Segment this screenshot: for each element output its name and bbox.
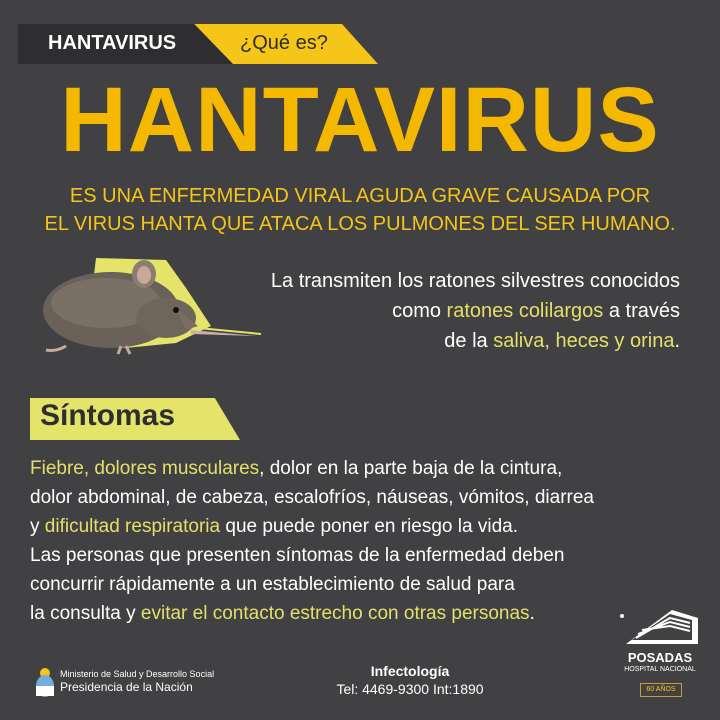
symptoms-heading: Síntomas (40, 399, 176, 432)
text-span: . (529, 603, 535, 624)
definition-line-1: ES UNA ENFERMEDAD VIRAL AGUDA GRAVE CAUSADA POR (69, 185, 651, 207)
hospital-name: POSADAS (627, 650, 693, 665)
phone-number: Tel: 4469-9300 Int:1890 (336, 681, 484, 697)
highlight-dificultad: dificultad respiratoria (44, 516, 221, 537)
presidency-name: Presidencia de la Nación (60, 680, 193, 694)
transmission-line-1: La transmiten los ratones silvestres conocidos (270, 270, 680, 292)
text-span: . (674, 330, 680, 352)
symptoms-line-6 (30, 599, 700, 628)
ministry-block (60, 669, 214, 695)
hospital-building-icon (612, 604, 708, 650)
ministry-name: Ministerio de Salud y Desarrollo Social (60, 669, 215, 679)
page-title: HANTAVIRUS (60, 69, 660, 171)
text-span: que puede poner en riesgo la vida. (220, 516, 518, 537)
text-span: como (392, 300, 447, 322)
symptoms-line-4: Las personas que presenten síntomas de la enfermedad deben (30, 545, 565, 566)
argentina-shield-icon (28, 664, 62, 698)
definition-line-2: EL VIRUS HANTA QUE ATACA LOS PULMONES DEL SER HUMANO. (44, 213, 676, 235)
text-span: la consulta y (30, 603, 141, 624)
symptoms-line-5: concurrir rápidamente a un establecimiento de salud para (30, 574, 515, 595)
transmission-text (170, 266, 680, 356)
symptoms-text (30, 454, 700, 628)
symptoms-line-3 (30, 512, 700, 541)
highlight-fiebre: Fiebre, dolores musculares (30, 458, 260, 479)
text-span: a través (603, 300, 680, 322)
definition-text (0, 182, 720, 238)
symptoms-line-2: dolor abdominal, de cabeza, escalofríos, náuseas, vómitos, diarrea (30, 487, 594, 508)
text-span: , dolor en la parte baja de la cintura, (259, 458, 563, 479)
transmission-line-2 (170, 296, 680, 326)
transmission-line-3 (170, 326, 680, 356)
highlight-saliva: saliva, heces y orina (493, 330, 675, 352)
department-name: Infectología (370, 663, 450, 679)
highlight-ratones: ratones colilargos (446, 300, 604, 322)
symptoms-line-1 (30, 454, 700, 483)
tag-hantavirus-label: HANTAVIRUS (48, 32, 177, 54)
hospital-subtitle: HOSPITAL NACIONAL (624, 666, 696, 673)
text-span: y (30, 516, 45, 537)
highlight-evitar: evitar el contacto estrecho con otras personas (140, 603, 530, 624)
contact-block (300, 662, 520, 698)
tag-que-es-label: ¿Qué es? (240, 32, 328, 54)
anniversary-badge: 60 AÑOS (640, 683, 682, 697)
text-span: de la (444, 330, 494, 352)
